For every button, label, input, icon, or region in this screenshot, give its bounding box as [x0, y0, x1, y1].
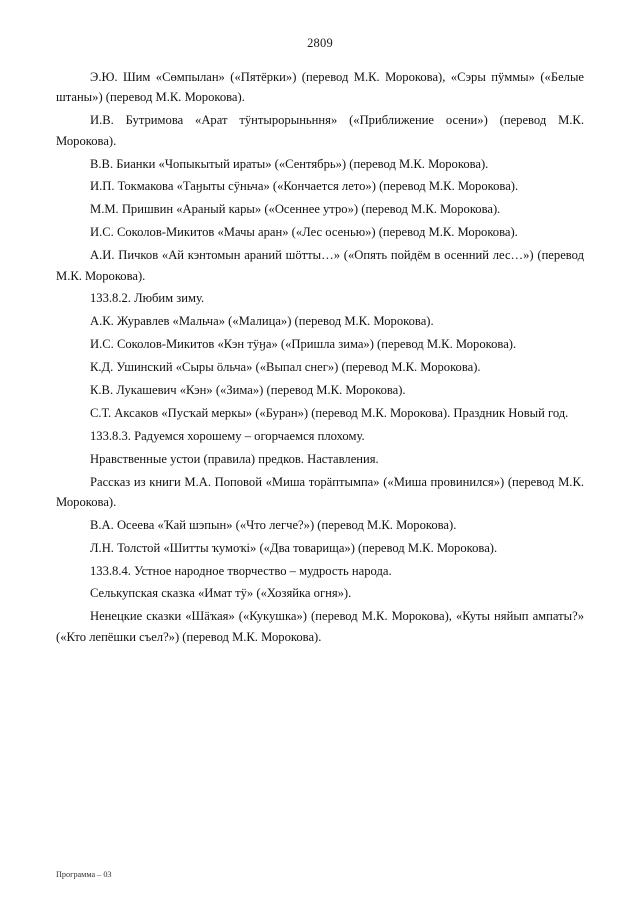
section-heading: 133.8.2. Любим зиму.: [90, 291, 205, 306]
paragraph: С.Т. Аксаков «Пусҡай меркы» («Буран») (перевод М.К. Морокова). Праздник Новый год.: [90, 405, 569, 420]
paragraph: А.К. Журавлев «Мальча» («Малица») (перевод М.К. Морокова).: [90, 314, 434, 329]
paragraph: И.С. Соколов-Микитов «Кэн тӱӈа» («Пришла зима») (перевод М.К. Морокова).: [90, 337, 517, 352]
footer-label: Программа – 03: [56, 870, 112, 879]
section-heading: 133.8.3. Радуемся хорошему – огорчаемся плохому.: [90, 428, 365, 443]
paragraph: К.Д. Ушинский «Сыры ӧльча» («Выпал снег») (перевод М.К. Морокова).: [90, 360, 481, 375]
paragraph: Ненецкие сказки «Шӓҡая» («Кукушка») (перевод М.К. Морокова), «Куты няйып ампаты?» («Кто лепёшки съел?») (перевод М.К. Морокова).: [56, 609, 584, 644]
paragraph: И.В. Бутримова «Арат тӱнтырорыньння» («Приближение осени») (перевод М.К. Морокова).: [56, 113, 584, 148]
paragraph: В.А. Осеева «Ҡай шэпын» («Что легче?») (перевод М.К. Морокова).: [90, 517, 457, 532]
section-heading: 133.8.4. Устное народное творчество – мудрость народа.: [90, 563, 392, 578]
paragraph: Рассказ из книги М.А. Поповой «Миша торӓптымпа» («Миша провинился») (перевод М.К. Морокова).: [56, 474, 584, 509]
paragraph: И.С. Соколов-Микитов «Мачы аран» («Лес осенью») (перевод М.К. Морокова).: [90, 225, 518, 240]
paragraph: И.П. Токмакова «Таӈыты сӱньча» («Кончается лето») (перевод М.К. Морокова).: [90, 179, 519, 194]
page-number: 2809: [307, 36, 333, 50]
paragraph: М.М. Пришвин «Араный кары» («Осеннее утро») (перевод М.К. Морокова).: [90, 202, 501, 217]
paragraph: Л.Н. Толстой «Шитты ҡумоҡі» («Два товарища») (перевод М.К. Морокова).: [90, 540, 498, 555]
paragraph: В.В. Бианки «Чопыкытый ираты» («Сентябрь») (перевод М.К. Морокова).: [90, 156, 489, 171]
paragraph: Нравственные устои (правила) предков. Наставления.: [90, 451, 379, 466]
paragraph: К.В. Лукашевич «Кэн» («Зима») (перевод М.К. Морокова).: [90, 382, 406, 397]
document-body: [56, 67, 584, 647]
paragraph: Э.Ю. Шим «Сөмпылан» («Пятёрки») (перевод М.К. Морокова), «Сэры пӱммы» («Белые штаны») (перевод М.К. Морокова).: [56, 70, 584, 105]
paragraph: Селькупская сказка «Имат тӱ» («Хозяйка огня»).: [90, 586, 352, 601]
paragraph: А.И. Пичков «Ай кэнтомын араний шӧтты…» («Опять пойдём в осенний лес…») (перевод М.К. Морокова).: [56, 248, 584, 283]
